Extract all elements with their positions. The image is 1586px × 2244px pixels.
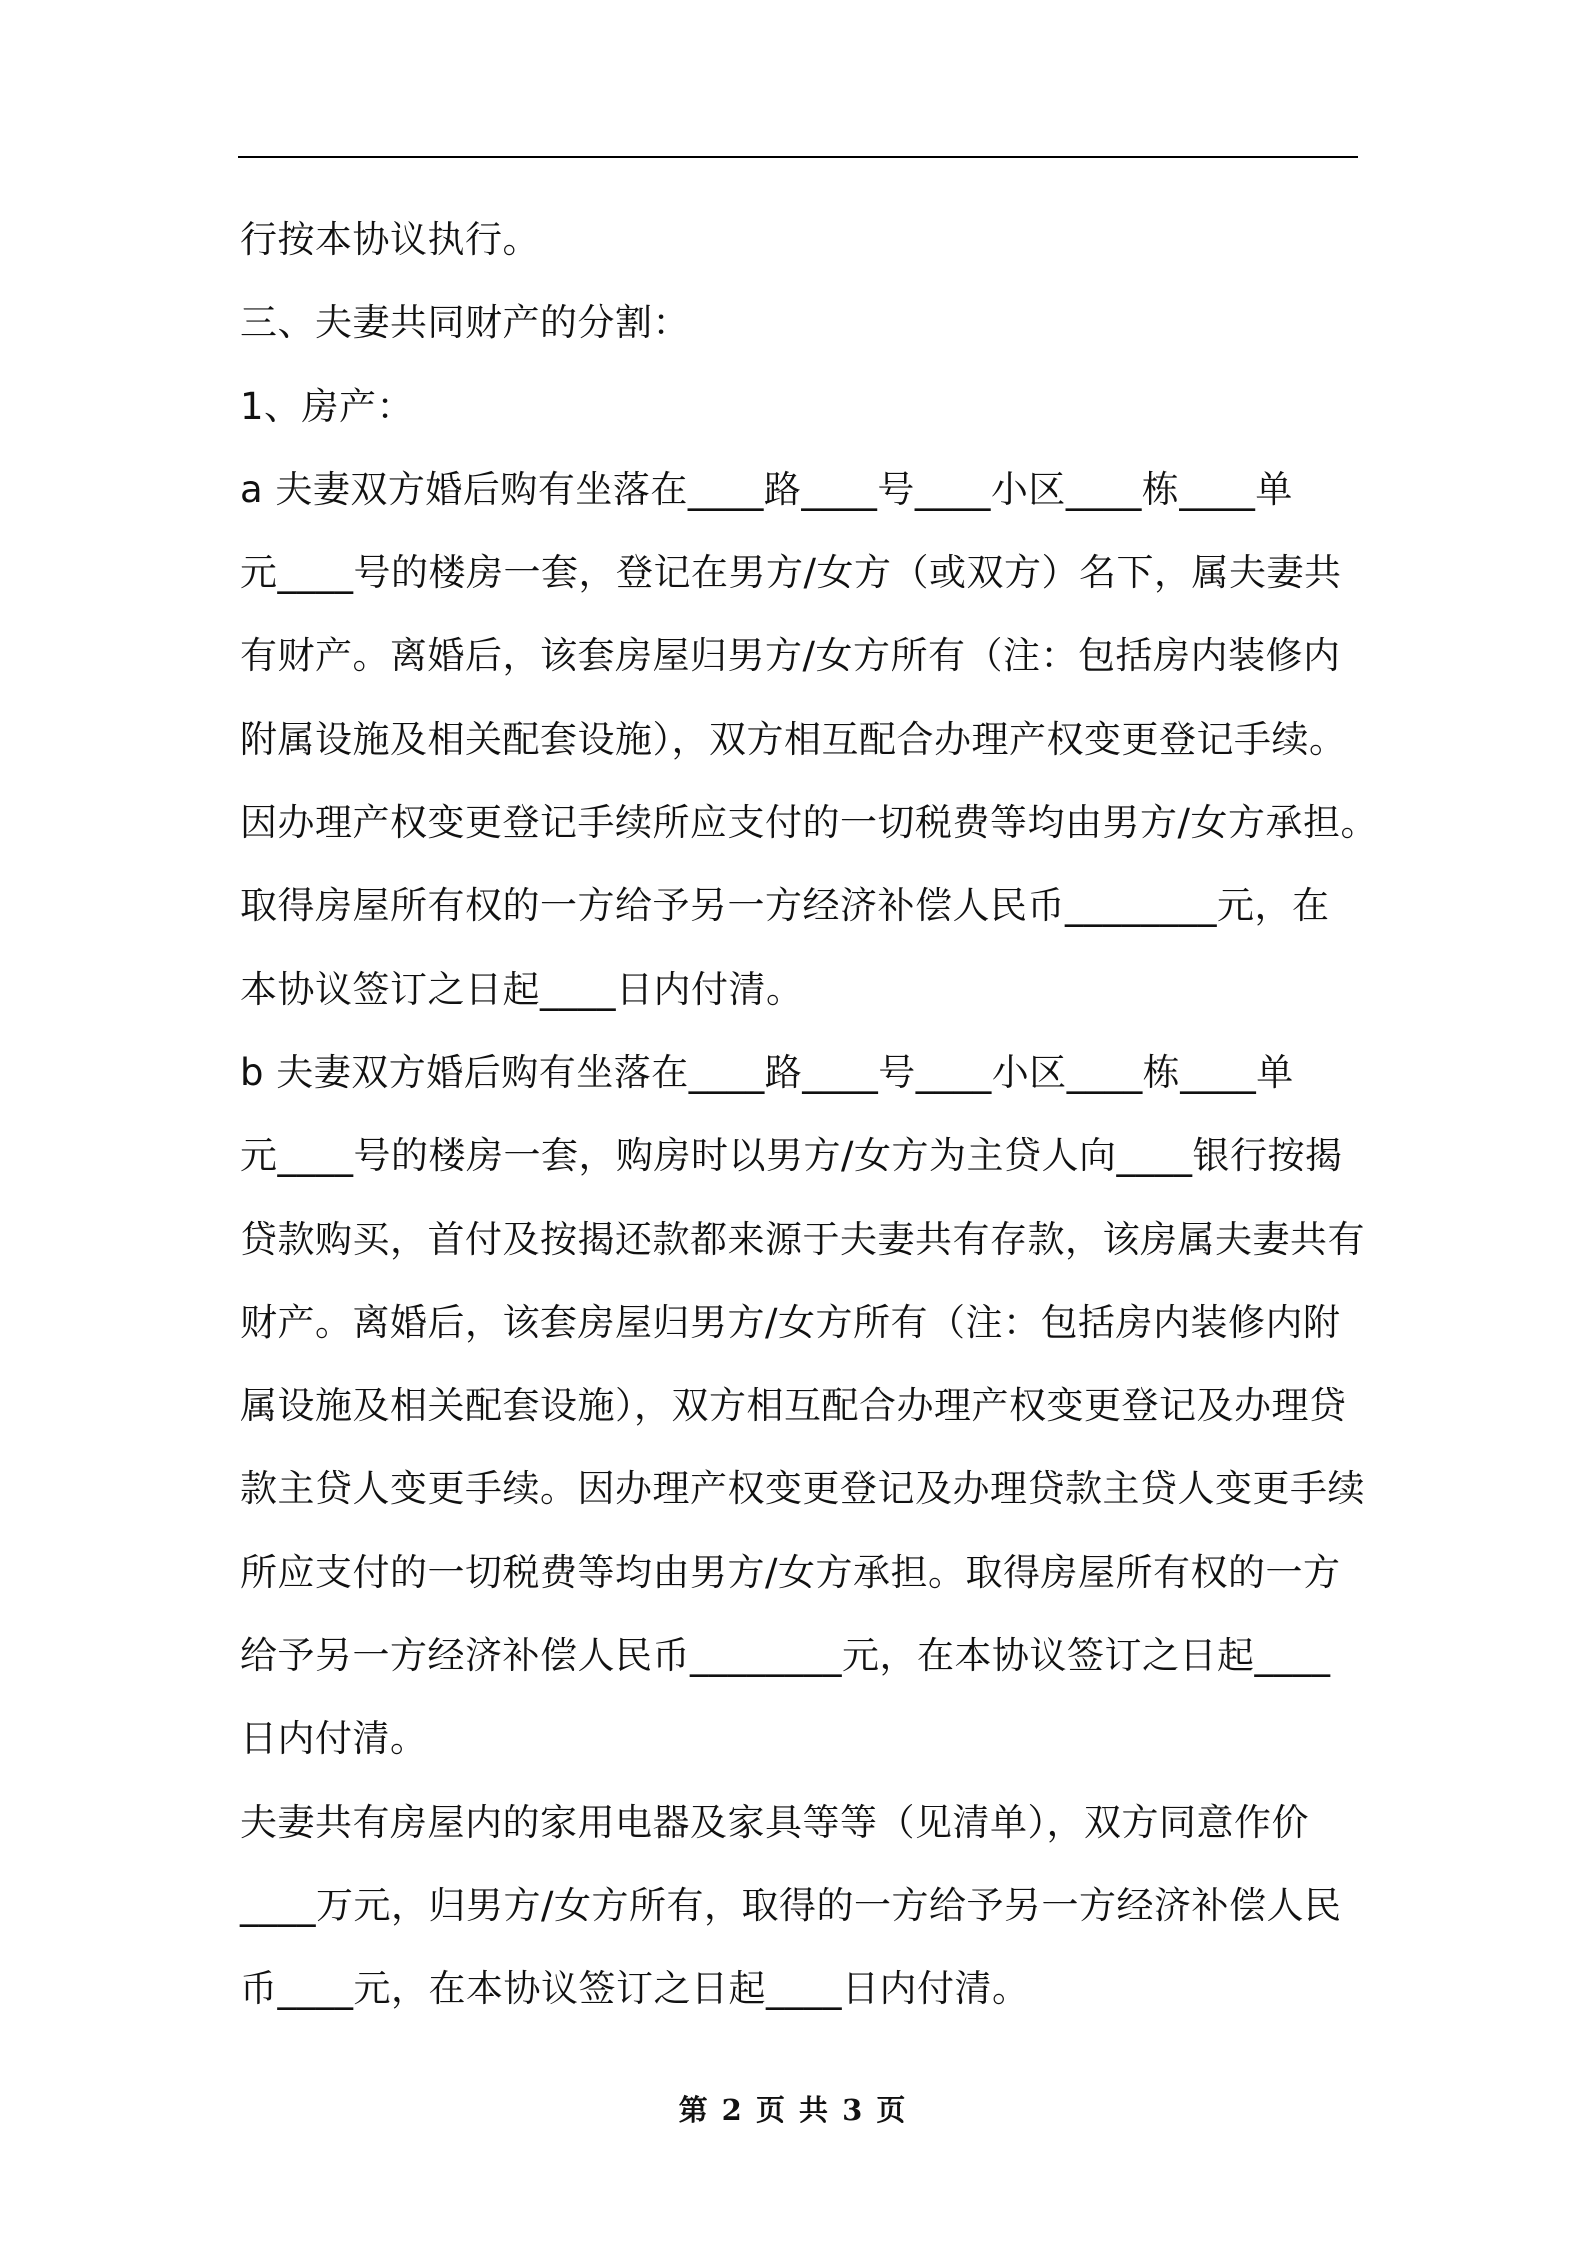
section-heading: 三、夫妻共同财产的分割： <box>240 301 690 345</box>
text-line: 附属设施及相关配套设施），双方相互配合办理产权变更登记手续。 <box>240 717 1347 761</box>
text-line: 因办理产权变更登记手续所应支付的一切税费等均由男方/女方承担。 <box>240 801 1378 845</box>
header-rule <box>238 156 1358 158</box>
text-line: 币____元，在本协议签订之日起____日内付清。 <box>240 1967 1030 2011</box>
document-body <box>240 198 1378 2031</box>
text-line: b 夫妻双方婚后购有坐落在____路____号____小区____栋____单 <box>240 1050 1294 1094</box>
text-line: 行按本协议执行。 <box>240 218 540 261</box>
text-line: 所应支付的一切税费等均由男方/女方承担。取得房屋所有权的一方 <box>240 1550 1341 1594</box>
text-line: 属设施及相关配套设施），双方相互配合办理产权变更登记及办理贷 <box>240 1384 1347 1428</box>
text-line: 取得房屋所有权的一方给予另一方经济补偿人民币________元，在 <box>240 884 1330 928</box>
subsection-heading: 1、房产： <box>240 384 415 428</box>
text-line: 本协议签订之日起____日内付清。 <box>240 967 804 1011</box>
text-line: 给予另一方经济补偿人民币________元，在本协议签订之日起____ <box>240 1634 1331 1678</box>
text-line: 夫妻共有房屋内的家用电器及家具等等（见清单），双方同意作价 <box>240 1800 1309 1844</box>
text-line: 元____号的楼房一套，购房时以男方/女方为主贷人向____银行按揭 <box>240 1134 1343 1178</box>
text-line: 元____号的楼房一套，登记在男方/女方（或双方）名下，属夫妻共 <box>240 551 1342 595</box>
text-line: 有财产。离婚后，该套房屋归男方/女方所有（注：包括房内装修内 <box>240 634 1341 678</box>
text-line: a 夫妻双方婚后购有坐落在____路____号____小区____栋____单 <box>240 467 1293 511</box>
text-line: 款主贷人变更手续。因办理产权变更登记及办理贷款主贷人变更手续 <box>240 1467 1365 1511</box>
page-number-footer: 第 2 页 共 3 页 <box>678 2093 908 2127</box>
text-line: 日内付清。 <box>240 1717 428 1761</box>
text-line: 财产。离婚后，该套房屋归男方/女方所有（注：包括房内装修内附 <box>240 1300 1341 1344</box>
text-line: ____万元，归男方/女方所有，取得的一方给予另一方经济补偿人民 <box>240 1883 1342 1927</box>
text-line: 贷款购买，首付及按揭还款都来源于夫妻共有存款，该房属夫妻共有 <box>240 1217 1365 1261</box>
